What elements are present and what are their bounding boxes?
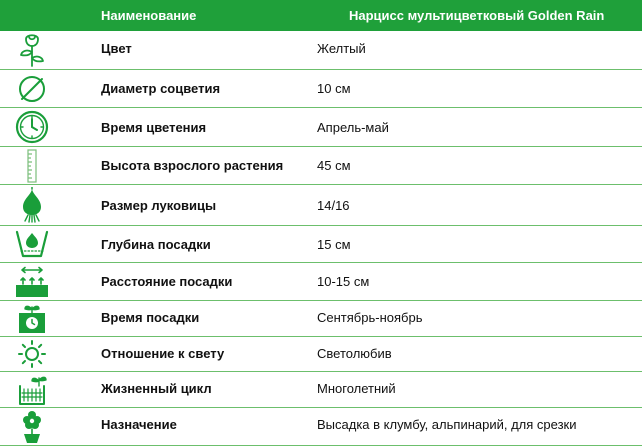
row-value: 10 см bbox=[317, 81, 351, 96]
row-value: Апрель-май bbox=[317, 120, 389, 135]
table-row bbox=[0, 185, 642, 226]
row-label: Диаметр соцветия bbox=[101, 81, 221, 96]
rose-icon bbox=[0, 31, 64, 69]
table-row bbox=[0, 31, 642, 70]
row-value: 10-15 см bbox=[317, 274, 370, 289]
table-row bbox=[0, 147, 642, 185]
row-label: Время посадки bbox=[101, 310, 200, 325]
sun-icon bbox=[0, 337, 64, 371]
table-row bbox=[0, 108, 642, 147]
row-value: 45 см bbox=[317, 158, 351, 173]
row-label: Цвет bbox=[101, 41, 132, 56]
row-label: Отношение к свету bbox=[101, 346, 225, 361]
row-value: Сентябрь-ноябрь bbox=[317, 310, 423, 325]
diameter-icon bbox=[0, 70, 64, 107]
ruler-icon bbox=[0, 147, 64, 184]
table-row bbox=[0, 408, 642, 446]
table-row bbox=[0, 70, 642, 108]
row-label: Время цветения bbox=[101, 120, 207, 135]
row-label: Назначение bbox=[101, 417, 177, 432]
row-value: Светолюбив bbox=[317, 346, 392, 361]
row-label: Глубина посадки bbox=[101, 237, 211, 252]
planting-time-icon bbox=[0, 301, 64, 336]
row-value: Желтый bbox=[317, 41, 366, 56]
table-row bbox=[0, 263, 642, 301]
table-row bbox=[0, 372, 642, 408]
header-variety: Нарцисс мультицветковый Golden Rain bbox=[349, 8, 605, 23]
row-label: Жизненный цикл bbox=[101, 381, 212, 396]
row-label: Высота взрослого растения bbox=[101, 158, 284, 173]
table-row bbox=[0, 301, 642, 337]
row-value: Высадка в клумбу, альпинарий, для срезки bbox=[317, 417, 577, 432]
row-label: Расстояние посадки bbox=[101, 274, 233, 289]
row-label: Размер луковицы bbox=[101, 198, 217, 213]
row-value: 14/16 bbox=[317, 198, 350, 213]
bulb-icon bbox=[0, 185, 64, 225]
table-header bbox=[0, 0, 642, 31]
spacing-icon bbox=[0, 263, 64, 300]
flower-pot-icon bbox=[0, 408, 64, 445]
row-value: Многолетний bbox=[317, 381, 396, 396]
clock-icon bbox=[0, 108, 64, 146]
table-row bbox=[0, 226, 642, 263]
planting-depth-icon bbox=[0, 226, 64, 262]
header-name: Наименование bbox=[101, 8, 197, 23]
table-row bbox=[0, 337, 642, 372]
row-value: 15 см bbox=[317, 237, 351, 252]
calendar-plant-icon bbox=[0, 372, 64, 407]
